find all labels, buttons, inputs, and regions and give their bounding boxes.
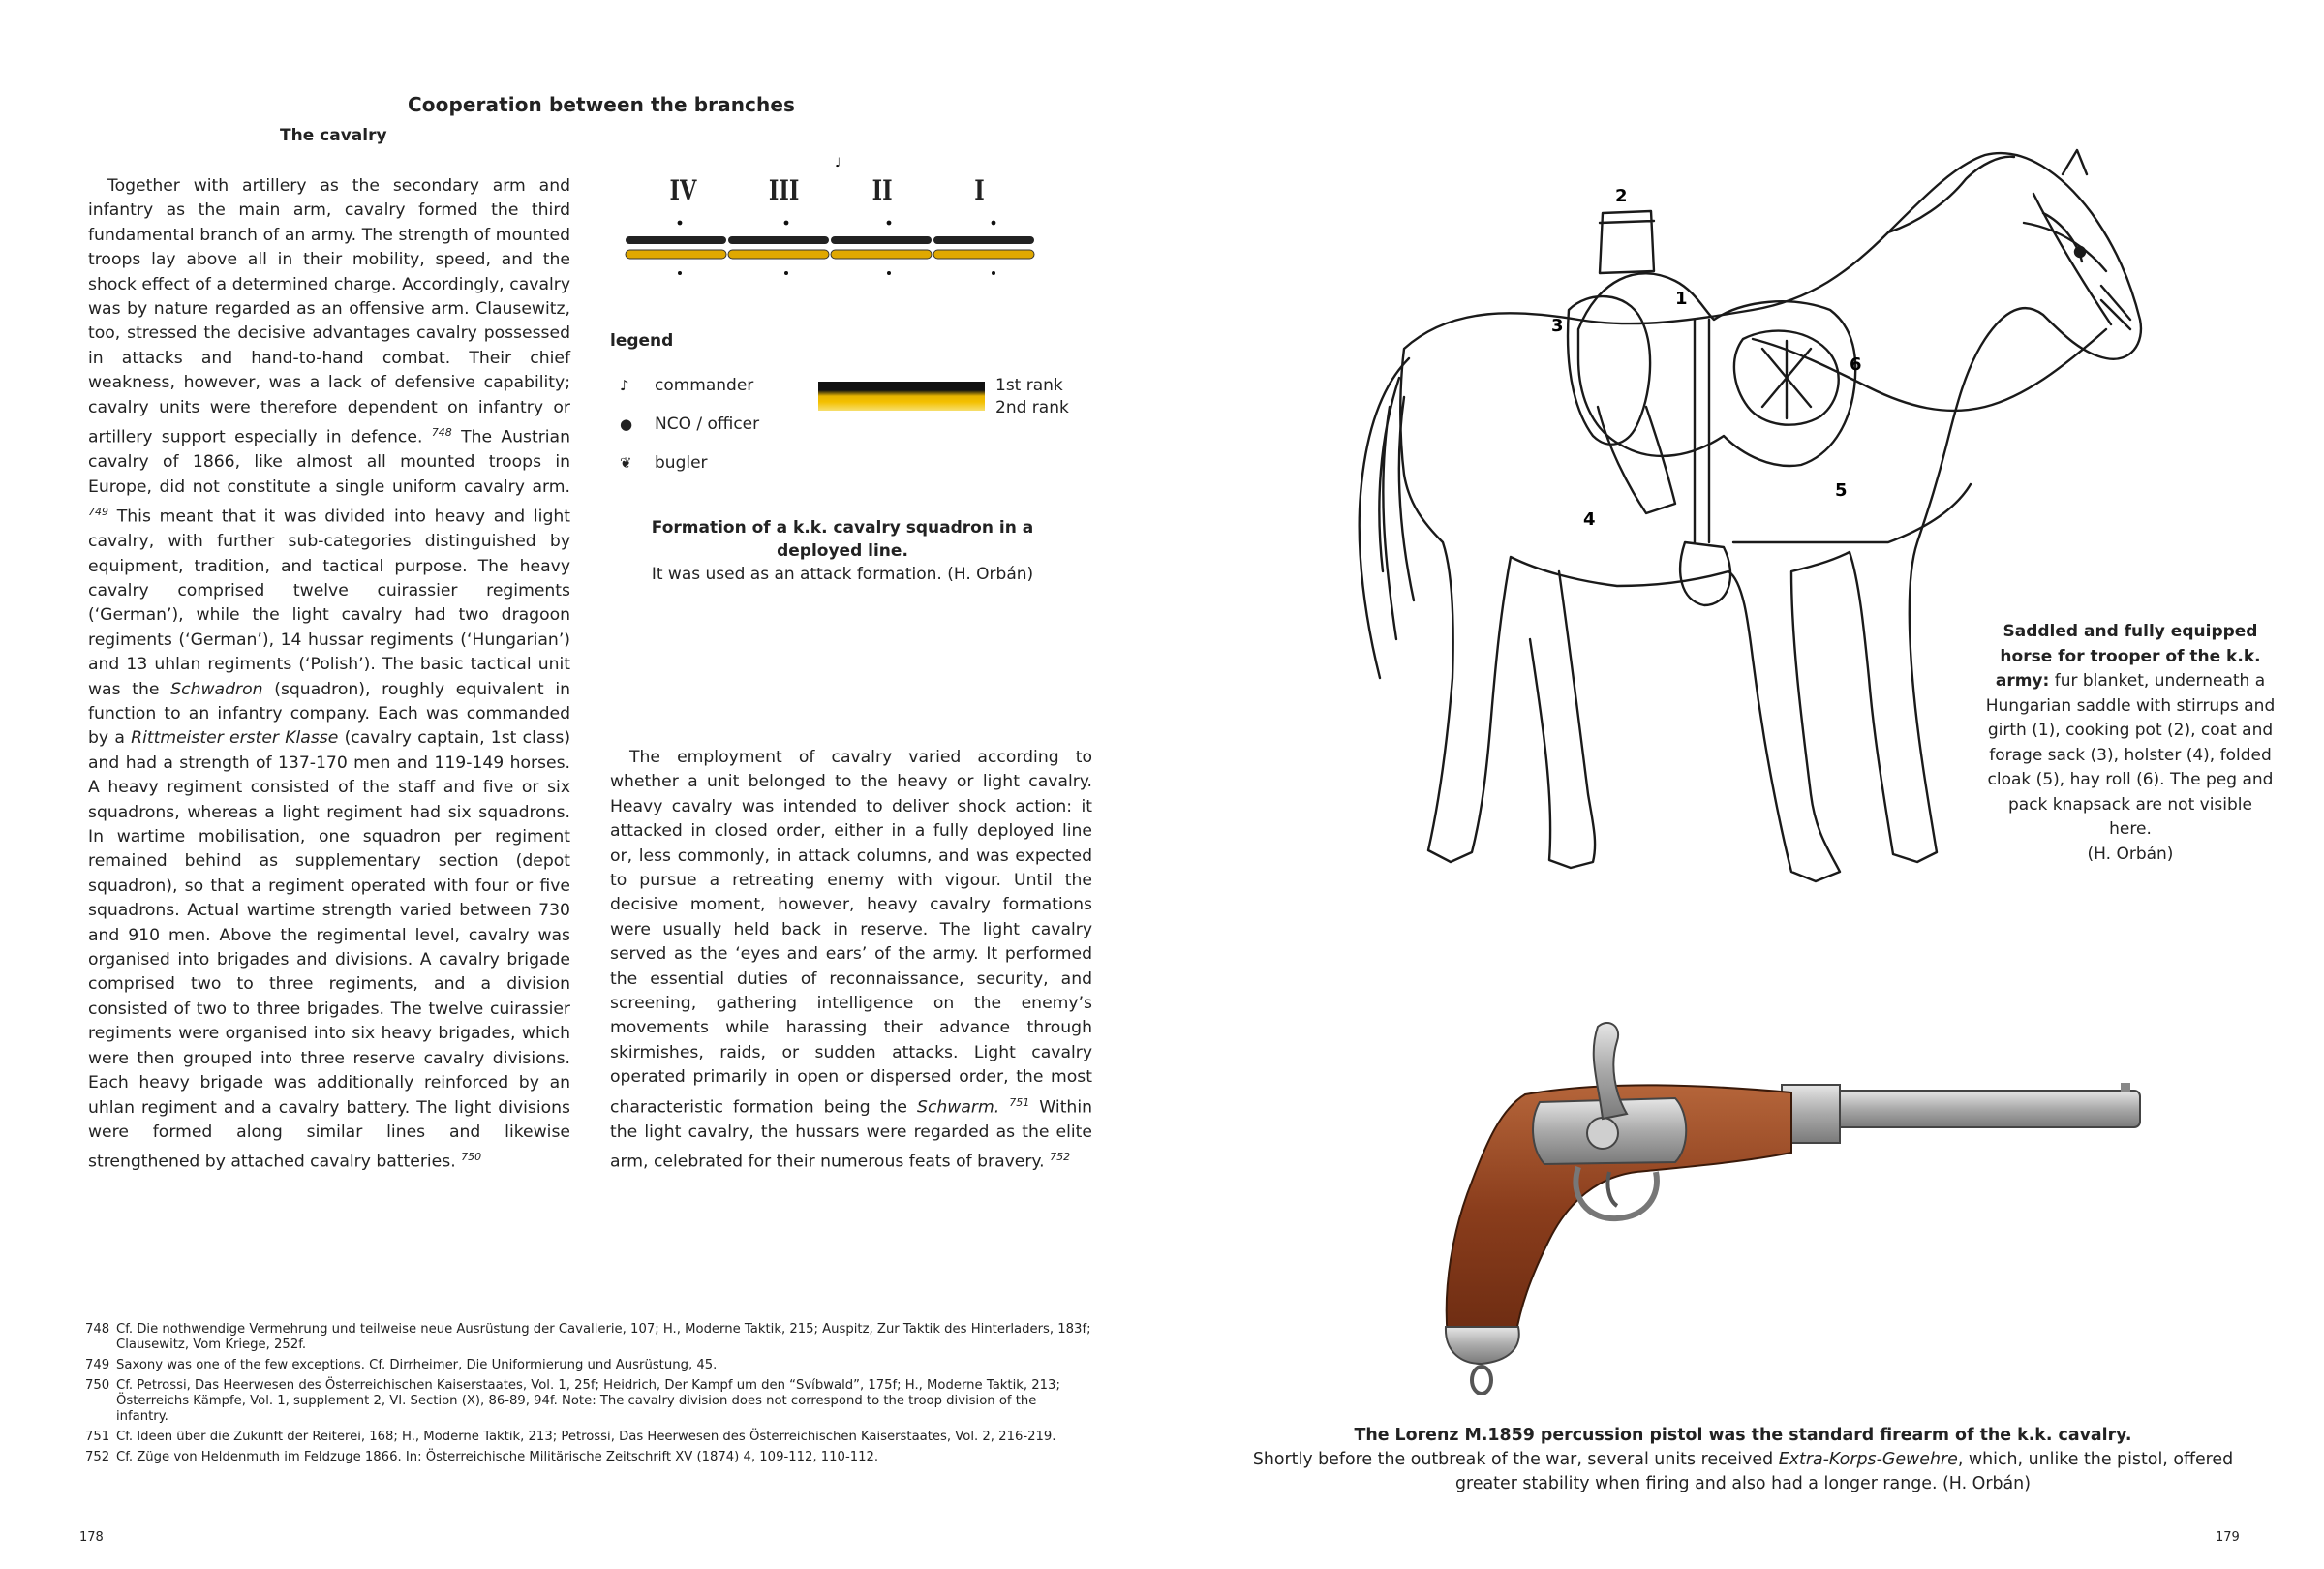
horse-label-2: 2 (1615, 186, 1628, 206)
right-page (1162, 0, 2324, 1569)
horse-label-5: 5 (1835, 480, 1848, 501)
section-subheading: The cavalry (280, 126, 387, 145)
footnote-ref-751[interactable]: 751 (1009, 1095, 1030, 1109)
second-text-part-2: Within the light cavalry, the hussars were regarded as the elite arm, celebrated for their numerous feats of bravery. (610, 1097, 1092, 1172)
legend-bugler (620, 453, 708, 473)
commander-icon: ♪ (620, 377, 629, 394)
term-rittmeister: Rittmeister erster Klasse (131, 728, 339, 749)
footnote-text: Cf. Ideen über die Zukunft der Reiterei, 168; H., Moderne Taktik, 213; Petrossi, Das Heerwesen des Österreichischen Kaiserstaates, Vol. 2, 216-219. (116, 1430, 1056, 1444)
footnote-751 (85, 1430, 1092, 1445)
rank-color-swatch (818, 382, 985, 411)
footnote-number: 750 (85, 1378, 110, 1393)
legend-first-rank: 1st rank (995, 376, 1063, 395)
formation-caption-title: Formation of a k.k. cavalry squadron in a deployed line. (651, 518, 1034, 561)
footnote-number: 748 (85, 1322, 110, 1337)
second-text-column (610, 746, 1092, 1175)
bugler-icon: ❦ (620, 454, 632, 472)
second-text-part-1: The employment of cavalry varied according to whether a unit belonged to the heavy or light cavalry. Heavy cavalry was intended to deliver shock action: it attacked in closed order, either in a fully deployed line or, less commonly, in attack columns, and was expected to pursue a retreating enemy with vigour. Until the decisive moment, however, heavy cavalry formations were usually held back in reserve. The light cavalry served as the ‘eyes and ears’ of the army. It performed the essential duties of reconnaissance, security, and screening, gathering intelligence on the enemy’s movements while harassing their advance through skirmishes, raids, or sudden attacks. Light cavalry operated primarily in open or dispersed order, the most characteristic formation being the (610, 748, 1092, 1118)
main-text-part-3: This meant that it was divided into heavy and light cavalry, with further sub-categories distinguished by equipment, tradition, and tactical purpose. The heavy cavalry comprised twelve cuirassier regiments (‘German’), while the light cavalry had two dragoon regiments (‘German’), 14 hussar regiments (‘Hungarian’) and 13 uhlan regiments (‘Polish’). The basic tactical unit was the (88, 507, 570, 699)
commander-icon: ♩ (835, 156, 841, 170)
horse-caption (1985, 620, 2276, 867)
nco-dot-icon: ● (620, 415, 633, 433)
second-rank-lines (626, 250, 1034, 259)
main-text-part-2: The Austrian cavalry of 1866, like almost all mounted troops in Europe, did not constitute a single uniform cavalry arm. (88, 427, 570, 497)
rank-label-iii: III (768, 174, 800, 206)
main-text-column (88, 174, 570, 1175)
footnote-752 (85, 1450, 1092, 1465)
footnote-number: 751 (85, 1430, 110, 1444)
rank-label-ii: II (872, 174, 893, 206)
rank-label-iv: IV (669, 174, 697, 206)
section-heading: Cooperation between the branches (408, 93, 796, 116)
horse-caption-title: Saddled and fully equipped horse for trooper of the k.k. army: (1995, 622, 2261, 691)
pistol-caption-text-2: , which, unlike the pistol, offered greater stability when firing and also had a longer range. (H. Orbán) (1455, 1450, 2234, 1493)
horse-caption-text: fur blanket, underneath a Hungarian saddle with stirrups and girth (1), cooking pot (2), coat and forage sack (3), holster (4), folded cloak (5), hay roll (6). The peg and pack knapsack are not visible here. (1985, 671, 2276, 839)
formation-caption-text: It was used as an attack formation. (H. Orbán) (651, 565, 1034, 584)
horse-label-4: 4 (1583, 509, 1596, 530)
pistol-caption-term: Extra-Korps-Gewehre (1778, 1450, 1958, 1469)
horse-label-1: 1 (1675, 289, 1688, 309)
first-rank-lines (626, 236, 1034, 244)
footnote-ref-749[interactable]: 749 (88, 506, 108, 519)
footnote-text: Cf. Züge von Heldenmuth im Feldzuge 1866. In: Österreichische Militärische Zeitschrift XV (1874) 4, 109-112, 110-112. (116, 1450, 879, 1464)
footnote-number: 752 (85, 1450, 110, 1464)
legend-commander-label: commander (655, 376, 754, 395)
formation-lines (620, 145, 1046, 281)
footnote-text: Cf. Petrossi, Das Heerwesen des Österreichischen Kaiserstaates, Vol. 1, 25f; Heidrich, Der Kampf um den “Svíbwald”, 175f; H., Moderne Taktik, 213; Österreichs Kämpfe, Vol. 1, supplement 2, VI. Section (X), 86-89, 94f. Note: The cavalry division does not correspond to the troop division of the infantry. (116, 1378, 1060, 1424)
legend-nco (620, 415, 759, 434)
rank-label-i: I (974, 174, 985, 206)
pistol-caption (1220, 1424, 2266, 1496)
footnote-text: Saxony was one of the few exceptions. Cf. Dirrheimer, Die Uniformierung und Ausrüstung, 45. (116, 1358, 718, 1372)
lorenz-pistol-illustration (1356, 988, 2169, 1395)
footnote-number: 749 (85, 1358, 110, 1372)
footnote-748 (85, 1322, 1092, 1353)
formation-caption (610, 516, 1075, 586)
legend-bugler-label: bugler (655, 453, 708, 473)
legend-title: legend (610, 331, 674, 351)
footnote-text: Cf. Die nothwendige Vermehrung und teilweise neue Ausrüstung der Cavallerie, 107; H., Moderne Taktik, 215; Auspitz, Zur Taktik des Hinterladers, 183f; Clausewitz, Vom Kriege, 252f. (116, 1322, 1091, 1352)
page-number-left: 178 (79, 1530, 104, 1545)
pistol-caption-title: The Lorenz M.1859 percussion pistol was the standard firearm of the k.k. cavalry. (1354, 1426, 2132, 1445)
term-schwadron: Schwadron (170, 679, 263, 699)
legend-commander (620, 376, 753, 395)
footnote-749 (85, 1358, 1092, 1373)
footnote-ref-748[interactable]: 748 (431, 426, 452, 440)
footnote-750 (85, 1378, 1092, 1425)
legend-nco-label: NCO / officer (655, 415, 760, 434)
legend-second-rank: 2nd rank (995, 398, 1069, 417)
footnotes (85, 1322, 1092, 1470)
horse-caption-credit: (H. Orbán) (2087, 844, 2174, 864)
main-text-part-1: Together with artillery as the secondary arm and infantry as the main arm, cavalry formed the third fundamental branch of an army. The strength of mounted troops lay above all in their mobility, speed, and the shock effect of a determined charge. Accordingly, cavalry was by nature regarded as an offensive arm. Clausewitz, too, stressed the decisive advantages cavalry possessed in attacks and hand-to-hand combat. Their chief weakness, however, was a lack of defensive capability; cavalry units were therefore dependent on infantry or artillery support especially in defence. (88, 176, 570, 447)
page-number-right: 179 (2216, 1530, 2240, 1545)
horse-label-3: 3 (1551, 316, 1564, 336)
horse-label-6: 6 (1850, 354, 1862, 375)
footnote-ref-750[interactable]: 750 (461, 1151, 482, 1164)
squadron-formation-diagram (620, 145, 1046, 281)
main-text-part-4: (squadron), roughly equivalent in function to an infantry company. Each was commanded by a (88, 679, 570, 749)
main-text-part-5: (cavalry captain, 1st class) and had a strength of 137-170 men and 119-149 horses. A heavy regiment consisted of the staff and five or six squadrons, whereas a light regiment had six squadrons. In wartime mobilisation, one squadron per regiment remained behind as supplementary section (depot squadron), so that a regiment operated with four or five squadrons. Actual wartime strength varied between 730 and 910 men. Above the regimental level, cavalry was organised into brigades and divisions. A cavalry brigade comprised two to three regiments, and a division consisted of two to three brigades. The twelve cuirassier regiments were organised into six heavy brigades, which were then grouped into three reserve cavalry divisions. Each heavy brigade was additionally reinforced by an uhlan regiment and a cavalry battery. The light divisions were formed along similar lines and likewise strengthened by attached cavalry batteries. (88, 728, 571, 1173)
pistol-caption-text-1: Shortly before the outbreak of the war, several units received (1252, 1450, 1774, 1469)
term-schwarm: Schwarm. (917, 1097, 1000, 1118)
footnote-ref-752[interactable]: 752 (1050, 1151, 1071, 1164)
